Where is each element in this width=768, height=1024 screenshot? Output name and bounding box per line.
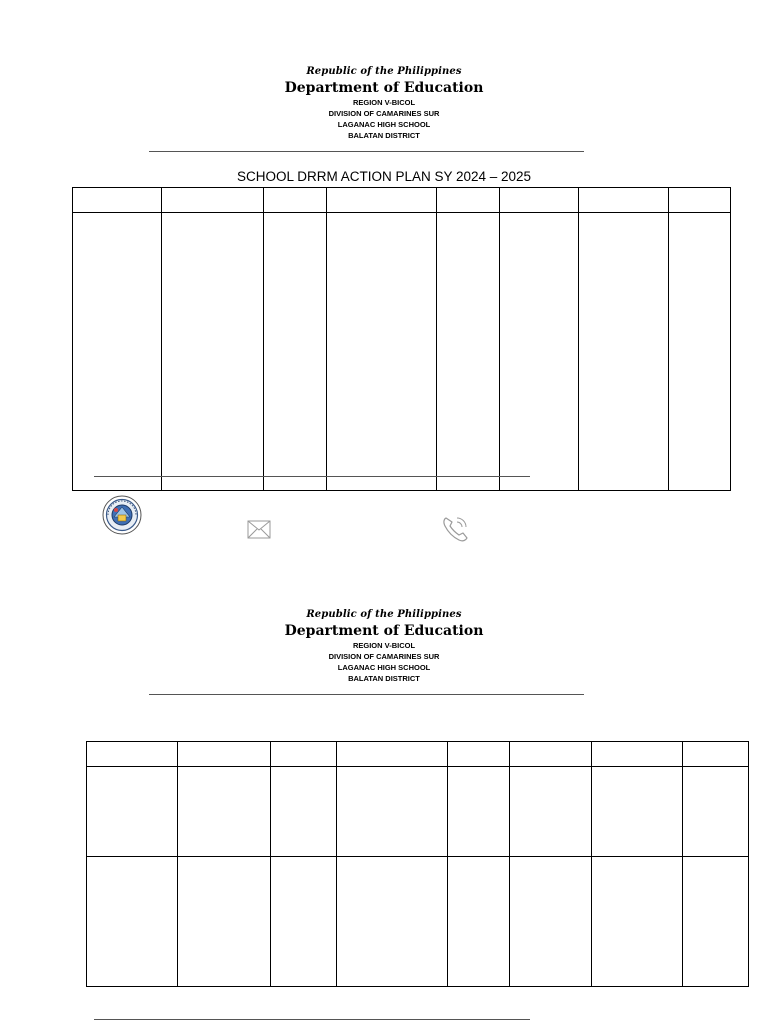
table-header-cell [271, 742, 337, 767]
envelope-icon [247, 520, 271, 539]
table-row [87, 767, 749, 857]
table-header-cell [264, 188, 327, 213]
table-cell [327, 213, 437, 491]
table-header-cell [510, 742, 592, 767]
school-line: LAGANAC HIGH SCHOOL [337, 663, 431, 672]
republic-line: Republic of the Philippines [306, 66, 462, 77]
table-cell [448, 857, 510, 987]
table-cell [271, 767, 337, 857]
plan-title: SCHOOL DRRM ACTION PLAN SY 2024 – 2025 [236, 169, 532, 184]
table-header-row [73, 188, 731, 213]
table-cell [669, 213, 731, 491]
letterhead-divider [149, 694, 584, 695]
footer-divider [94, 476, 530, 477]
table-header-cell [73, 188, 162, 213]
table-header-row [87, 742, 749, 767]
region-line: REGION V-BICOL [352, 98, 416, 107]
division-line: DIVISION OF CAMARINES SUR [328, 652, 440, 661]
table-cell [178, 767, 271, 857]
table-cell [73, 213, 162, 491]
table-cell [683, 857, 749, 987]
table-header-cell [178, 742, 271, 767]
action-plan-table [72, 187, 731, 491]
republic-line: Republic of the Philippines [306, 609, 462, 620]
table-cell [271, 857, 337, 987]
table-cell [510, 857, 592, 987]
table-cell [162, 213, 264, 491]
table-header-cell [87, 742, 178, 767]
school-line: LAGANAC HIGH SCHOOL [337, 120, 431, 129]
table-header-cell [500, 188, 579, 213]
district-line: BALATAN DISTRICT [348, 674, 420, 683]
table-header-cell [162, 188, 264, 213]
table-cell [683, 767, 749, 857]
table-header-cell [448, 742, 510, 767]
table-cell [592, 767, 683, 857]
region-line: REGION V-BICOL [352, 641, 416, 650]
table-header-cell [337, 742, 448, 767]
table-cell [87, 857, 178, 987]
table-cell [264, 213, 327, 491]
letterhead-2 [0, 609, 768, 684]
table-cell [579, 213, 669, 491]
table-cell [500, 213, 579, 491]
table-cell [87, 767, 178, 857]
district-line: BALATAN DISTRICT [348, 131, 420, 140]
phone-icon [440, 514, 470, 544]
table-cell [448, 767, 510, 857]
table-row [73, 213, 731, 491]
table-header-cell [327, 188, 437, 213]
table-cell [178, 857, 271, 987]
division-line: DIVISION OF CAMARINES SUR [328, 109, 440, 118]
table-header-cell [669, 188, 731, 213]
department-title: Department of Education [284, 623, 484, 639]
table-cell [437, 213, 500, 491]
table-header-cell [579, 188, 669, 213]
school-seal-logo [102, 495, 142, 535]
table-cell [592, 857, 683, 987]
letterhead-1 [0, 66, 768, 141]
department-title: Department of Education [284, 80, 484, 96]
letterhead-divider [149, 151, 584, 152]
table-header-cell [683, 742, 749, 767]
table-cell [337, 767, 448, 857]
action-plan-table-continued [86, 741, 749, 987]
table-row [87, 857, 749, 987]
table-cell [337, 857, 448, 987]
table-cell [510, 767, 592, 857]
table-header-cell [592, 742, 683, 767]
table-header-cell [437, 188, 500, 213]
footer-divider [94, 1019, 530, 1020]
